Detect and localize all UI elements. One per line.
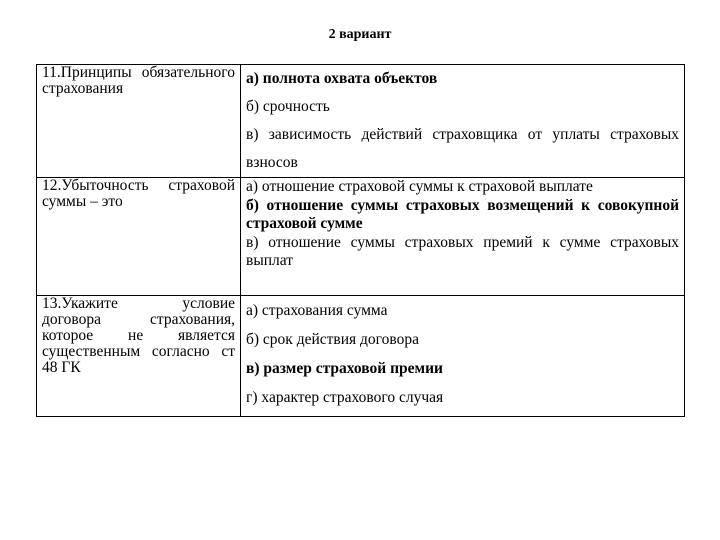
- question-row-12: [37, 178, 685, 296]
- answer-option: а) полнота охвата объектов: [246, 70, 438, 87]
- answer-option: г) характер страхового случая: [246, 389, 444, 406]
- page-title: 2 вариант: [328, 27, 392, 42]
- answers-cell: [241, 296, 685, 417]
- answer-option: б) отношение суммы страховых возмещений к совокупной страховой сумме: [246, 196, 679, 232]
- question-cell: 11.Принципы обязательного страхования: [37, 65, 241, 178]
- answer-option: в) зависимость действий страховщика от уплаты страховых взносов: [246, 126, 679, 171]
- question-row-11: [37, 65, 685, 178]
- answer-option: в) отношение суммы страховых премий к сумме страховых выплат: [246, 233, 679, 269]
- answer-option: в) размер страховой премии: [246, 360, 443, 377]
- question-cell: 12.Убыточность страховой суммы – это: [37, 178, 241, 296]
- answer-option: б) срочность: [246, 98, 330, 115]
- answer-option: а) отношение страховой суммы к страховой выплате: [246, 178, 593, 195]
- answer-option: б) срок действия договора: [246, 331, 419, 348]
- answers-cell: [241, 178, 685, 296]
- quiz-table: [36, 64, 685, 417]
- answers-cell: [241, 65, 685, 178]
- question-cell: 13.Укажите условие договора страхования, которое не является существенным согласно ст 48 ГК: [37, 296, 241, 417]
- question-row-13: [37, 296, 685, 417]
- answer-option: а) страхования сумма: [246, 302, 388, 319]
